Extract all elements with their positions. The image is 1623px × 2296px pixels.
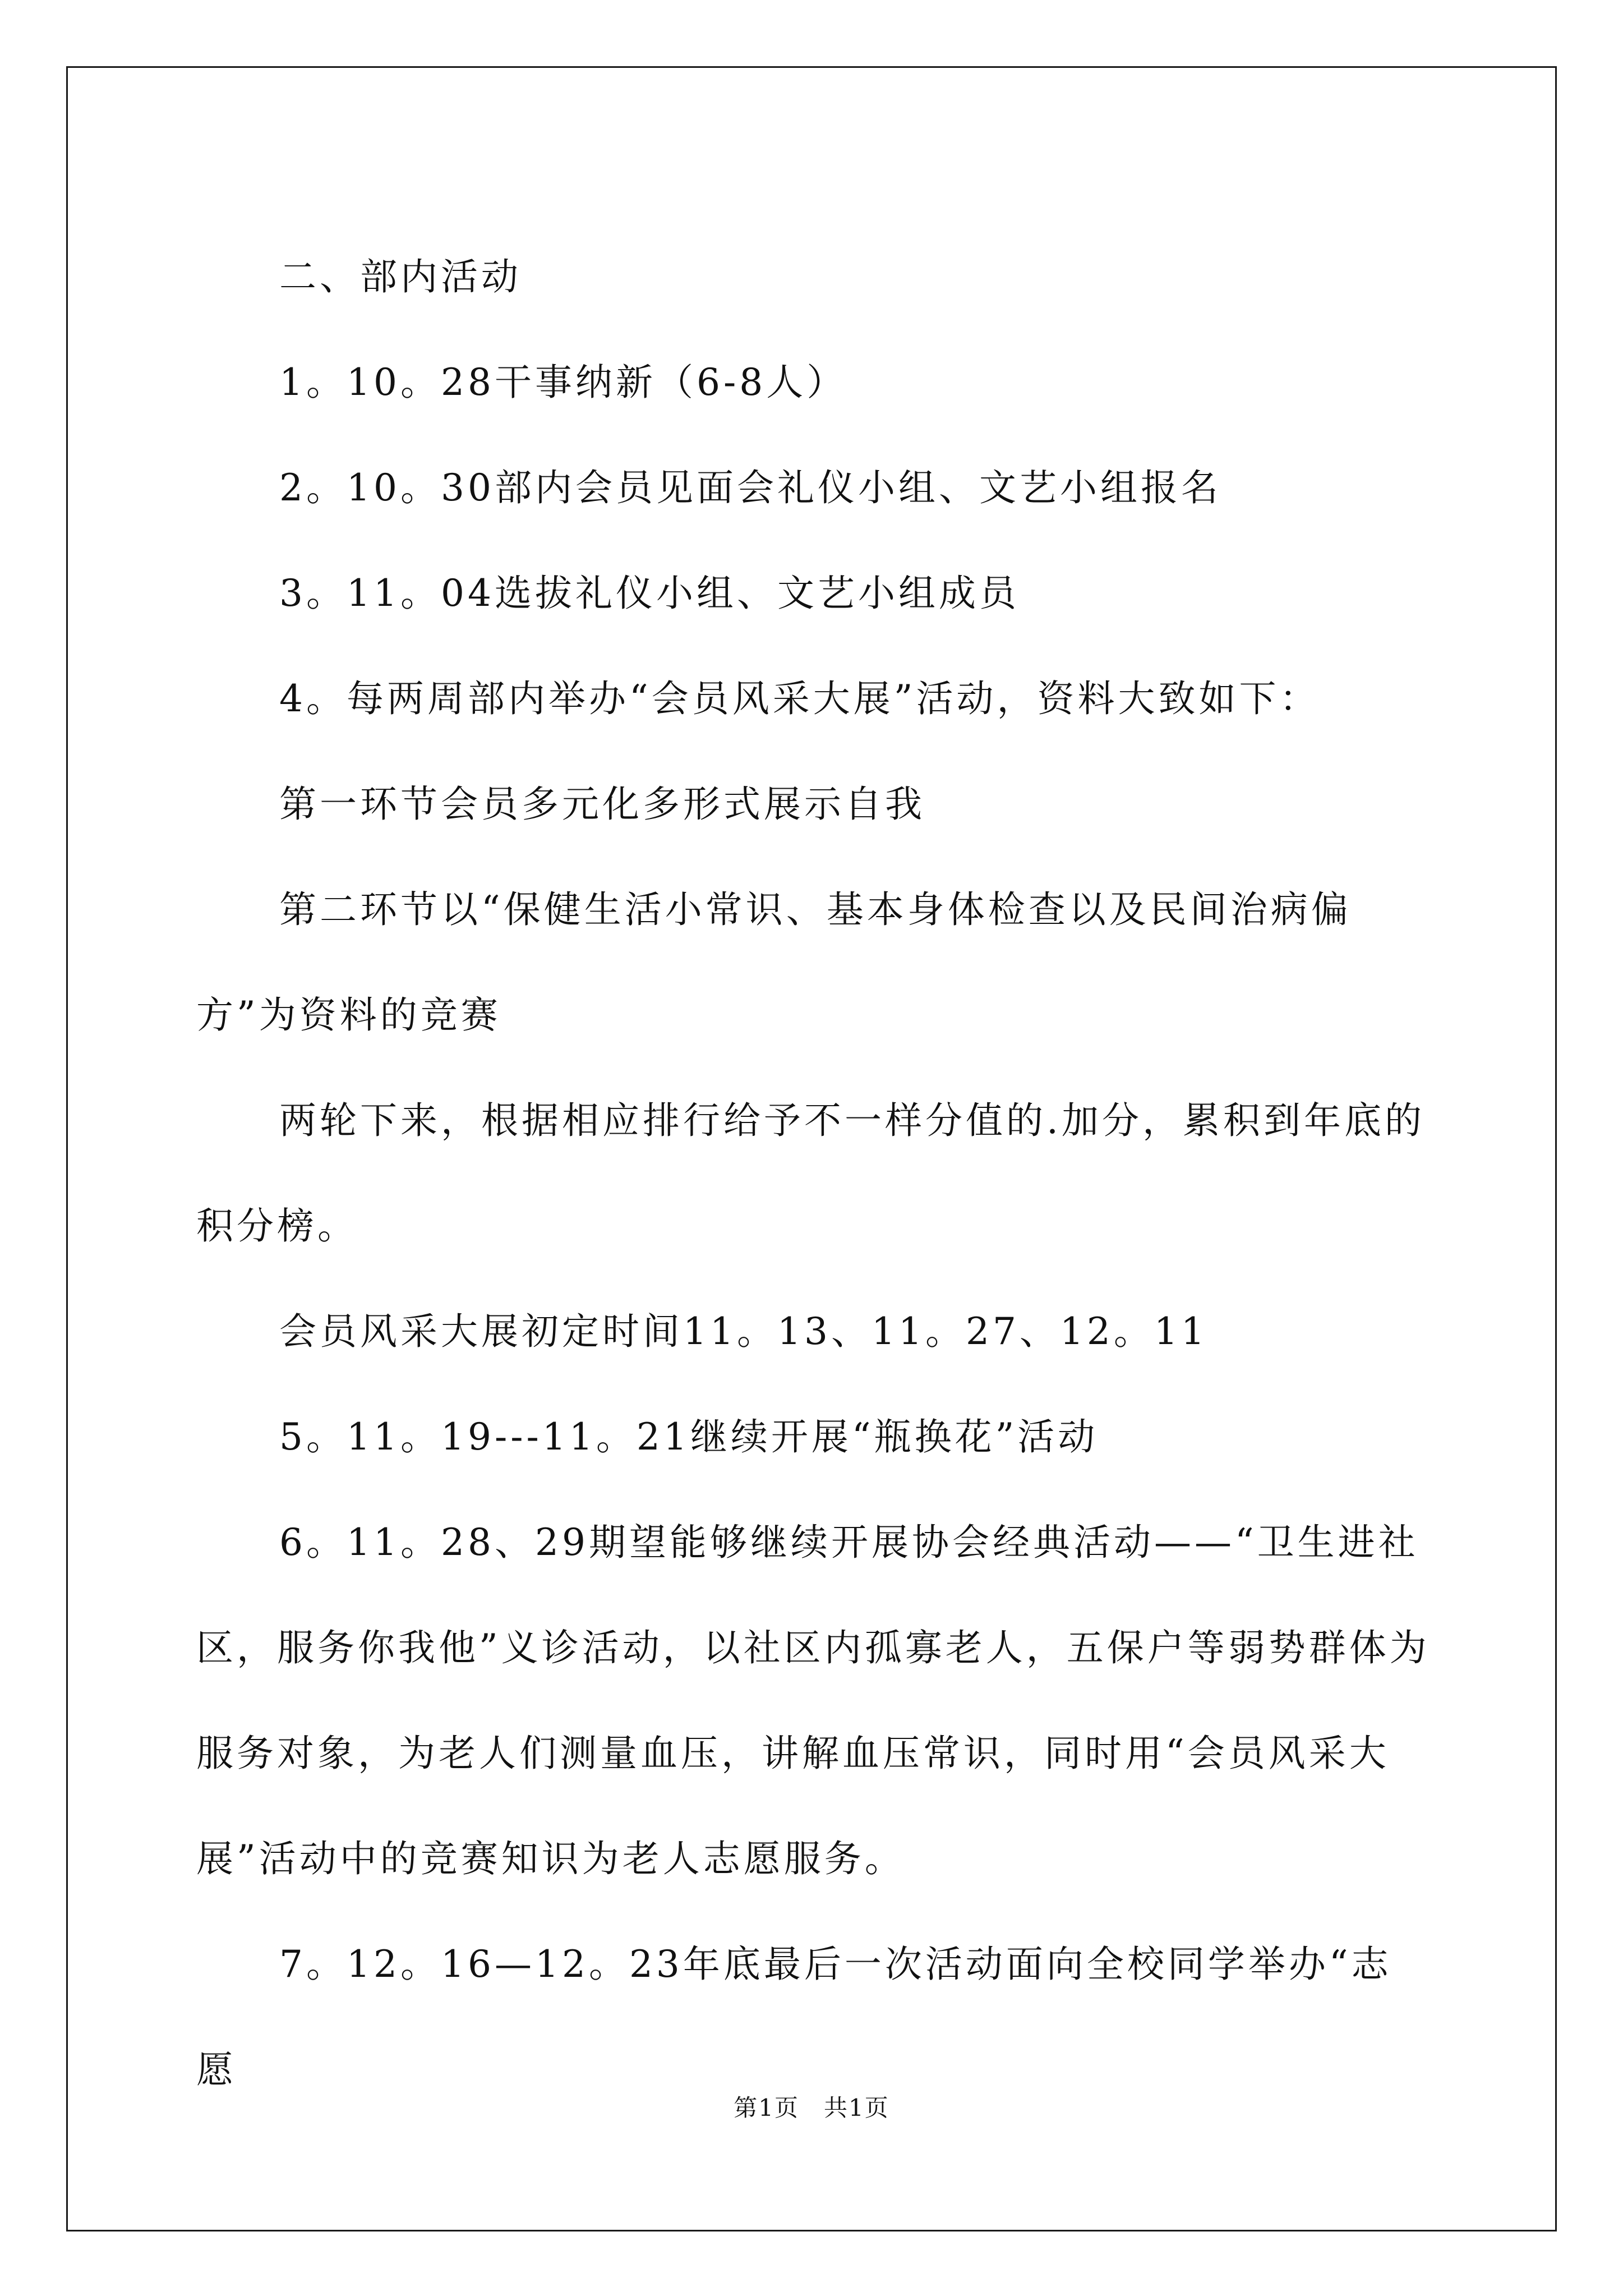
- list-item-2: 2。10。30部内会员见面会礼仪小组、文艺小组报名: [279, 466, 1221, 509]
- paragraph-scoring: 两轮下来，根据相应排行给予不一样分值的.加分，累积到年底的积分榜。: [196, 1099, 1425, 1248]
- list-item-3: 3。11。04选拔礼仪小组、文艺小组成员: [279, 572, 1020, 615]
- list-item-7: 7。12。16—12。23年底最后一次活动面向全校同学举办“志愿: [196, 1943, 1392, 2091]
- list-item-4: 4。每两周部内举办“会员风采大展”活动，资料大致如下：: [279, 677, 1320, 720]
- document-body: [196, 224, 1430, 2123]
- paragraph-stage-two: 第二环节以“保健生活小常识、基本身体检查以及民间治病偏方”为资料的竞赛: [196, 888, 1352, 1037]
- page-number-footer: 第1页 共1页: [734, 2094, 889, 2122]
- list-item-1: 1。10。28干事纳新（6-8人）: [279, 361, 847, 404]
- list-item-6: 6。11。28、29期望能够继续开展协会经典活动——“卫生进社区，服务你我他”义诊活动，以社区内孤寡老人，五保户等弱势群体为服务对象，为老人们测量血压，讲解血压常识，同时用“会员风采大展”活动中的竞赛知识为老人志愿服务。: [196, 1521, 1430, 1880]
- section-heading: 二、部内活动: [279, 255, 522, 298]
- paragraph-stage-one: 第一环节会员多元化多形式展示自我: [279, 783, 925, 826]
- list-item-5: 5。11。19---11。21继续开展“瓶换花”活动: [279, 1415, 1099, 1458]
- paragraph-schedule: 会员风采大展初定时间11。13、11。27、12。11: [279, 1310, 1208, 1353]
